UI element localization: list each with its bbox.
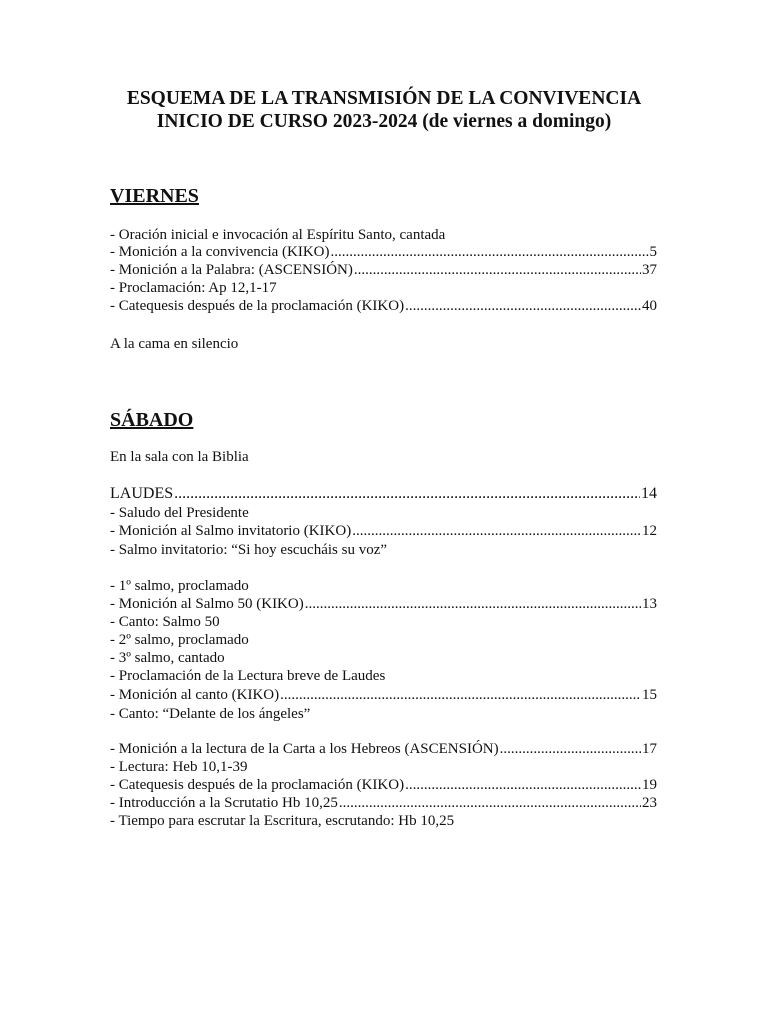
page-number: 5 [649,244,657,260]
list-item: - Canto: Salmo 50 [110,614,220,630]
list-item: - 1º salmo, proclamado [110,578,249,594]
list-item: - Salmo invitatorio: “Si hoy escucháis su voz” [110,542,388,558]
list-item: - Introducción a la Scrutatio Hb 10,25 ..... 23 [110,794,657,812]
page-number: 17 [642,741,657,757]
dot-leader [280,686,641,704]
page-number: 19 [642,777,657,793]
page-number: 15 [642,687,657,703]
page-number: 13 [642,596,657,612]
list-item: - Proclamación de la Lectura breve de Laudes [110,668,386,684]
list-item: - Catequesis después de la proclamación (KIKO) ..... 40 [110,297,657,315]
page-number: 37 [642,262,657,278]
list-item: - Monición al canto (KIKO) ..... 15 [110,686,657,704]
dot-leader [339,794,641,812]
intro-note: En la sala con la Biblia [110,449,249,465]
page-number: 14 [641,485,657,502]
list-item: - Oración inicial e invocación al Espíritu Santo, cantada [110,227,446,243]
list-item: - Monición a la lectura de la Carta a los Hebreos (ASCENSIÓN) ..... 17 [110,740,657,758]
laudes-heading: LAUDES ..... 14 [110,485,657,503]
closing-note: A la cama en silencio [110,336,239,352]
list-item: - Monición al Salmo 50 (KIKO) ..... 13 [110,595,657,613]
document-title-line-2: INICIO DE CURSO 2023-2024 (de viernes a domingo) [156,111,612,132]
list-item: - Proclamación: Ap 12,1-17 [110,280,277,296]
dot-leader [354,261,641,279]
list-item: - Monición a la Palabra: (ASCENSIÓN) ..... 37 [110,261,657,279]
list-item: - Canto: “Delante de los ángeles” [110,706,311,722]
dot-leader [500,740,641,758]
document-title-line-1: ESQUEMA DE LA TRANSMISIÓN DE LA CONVIVENCIA [126,88,642,109]
list-item: - Saludo del Presidente [110,505,249,521]
page-number: 40 [642,298,657,314]
dot-leader [174,485,640,503]
section-heading-sabado: SÁBADO [110,409,194,431]
dot-leader [331,243,649,261]
dot-leader [352,522,641,540]
list-item: - Tiempo para escrutar la Escritura, escrutando: Hb 10,25 [110,813,455,829]
section-heading-viernes: VIERNES [110,185,199,207]
list-item: - Catequesis después de la proclamación (KIKO) ..... 19 [110,776,657,794]
dot-leader [405,776,641,794]
list-item: - Monición a la convivencia (KIKO) ..... 5 [110,243,657,261]
dot-leader [305,595,641,613]
list-item: - Lectura: Heb 10,1-39 [110,759,248,775]
dot-leader [405,297,641,315]
page-number: 23 [642,795,657,811]
list-item: - 2º salmo, proclamado [110,632,249,648]
list-item: - 3º salmo, cantado [110,650,225,666]
list-item: - Monición al Salmo invitatorio (KIKO) ..... 12 [110,522,657,540]
page-number: 12 [642,523,657,539]
